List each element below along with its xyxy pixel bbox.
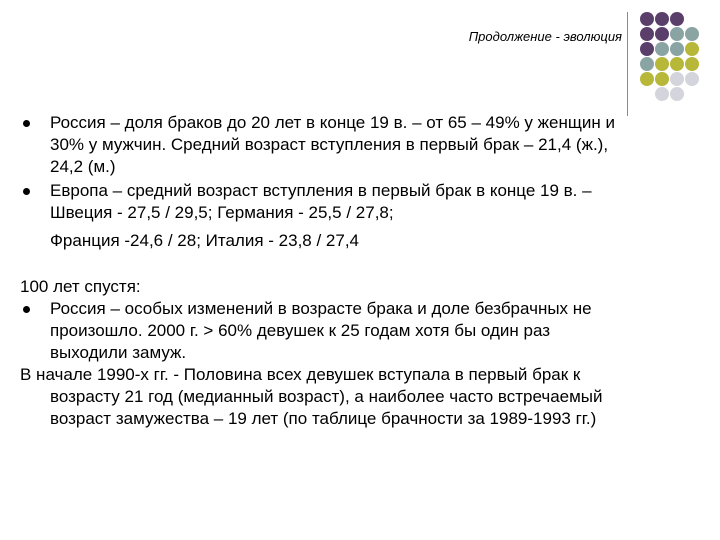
decorative-dot bbox=[640, 12, 654, 26]
decorative-dot bbox=[670, 42, 684, 56]
decorative-dot bbox=[640, 72, 654, 86]
decorative-dot bbox=[685, 42, 699, 56]
bullet-dot-icon bbox=[23, 306, 30, 313]
bullet-text: Россия – доля браков до 20 лет в конце 19 в. – от 65 – 49% у женщин и 30% у мужчин. Средний возраст вступления в первый брак – 21,4 (ж.), 24,2 (м.) bbox=[50, 113, 615, 176]
decorative-dot bbox=[655, 72, 669, 86]
bullet-item-russia-modern bbox=[20, 298, 632, 364]
decorative-dot bbox=[640, 27, 654, 41]
bullet-dot-icon bbox=[23, 120, 30, 127]
bullet-continuation: Франция -24,6 / 28; Италия - 23,8 / 27,4 bbox=[50, 231, 359, 250]
paragraph-1990s: В начале 1990-х гг. - Половина всех девушек вступала в первый брак к возрасту 21 год (медианный возраст), а наиболее часто встречаемый возраст замужества – 19 лет (по таблице брачности за 1989-1993 гг.) bbox=[20, 365, 603, 428]
decorative-dot bbox=[670, 12, 684, 26]
decorative-dot bbox=[655, 57, 669, 71]
bullet-item-russia bbox=[20, 112, 632, 178]
decorative-dot-grid bbox=[640, 12, 720, 122]
section-label: 100 лет спустя: bbox=[20, 277, 141, 296]
decorative-dot bbox=[655, 42, 669, 56]
divider-line bbox=[627, 12, 628, 116]
decorative-dot bbox=[685, 27, 699, 41]
bullet-dot-icon bbox=[23, 188, 30, 195]
slide-content bbox=[20, 112, 632, 430]
decorative-dot bbox=[670, 72, 684, 86]
decorative-dot bbox=[670, 57, 684, 71]
decorative-dot bbox=[685, 72, 699, 86]
decorative-dot bbox=[655, 87, 669, 101]
slide-header: Продолжение - эволюция bbox=[468, 29, 622, 44]
decorative-dot bbox=[670, 27, 684, 41]
decorative-dot bbox=[655, 12, 669, 26]
bullet-text: Европа – средний возраст вступления в первый брак в конце 19 в. – Швеция - 27,5 / 29,5; Германия - 25,5 / 27,8; bbox=[50, 181, 592, 222]
decorative-dot bbox=[670, 87, 684, 101]
decorative-dot bbox=[685, 57, 699, 71]
decorative-dot bbox=[640, 42, 654, 56]
bullet-item-europe bbox=[20, 180, 632, 224]
bullet-text: Россия – особых изменений в возрасте брака и доле безбрачных не произошло. 2000 г. > 60% девушек к 25 годам хотя бы один раз выходили замуж. bbox=[50, 299, 592, 362]
decorative-dot bbox=[640, 57, 654, 71]
decorative-dot bbox=[655, 27, 669, 41]
